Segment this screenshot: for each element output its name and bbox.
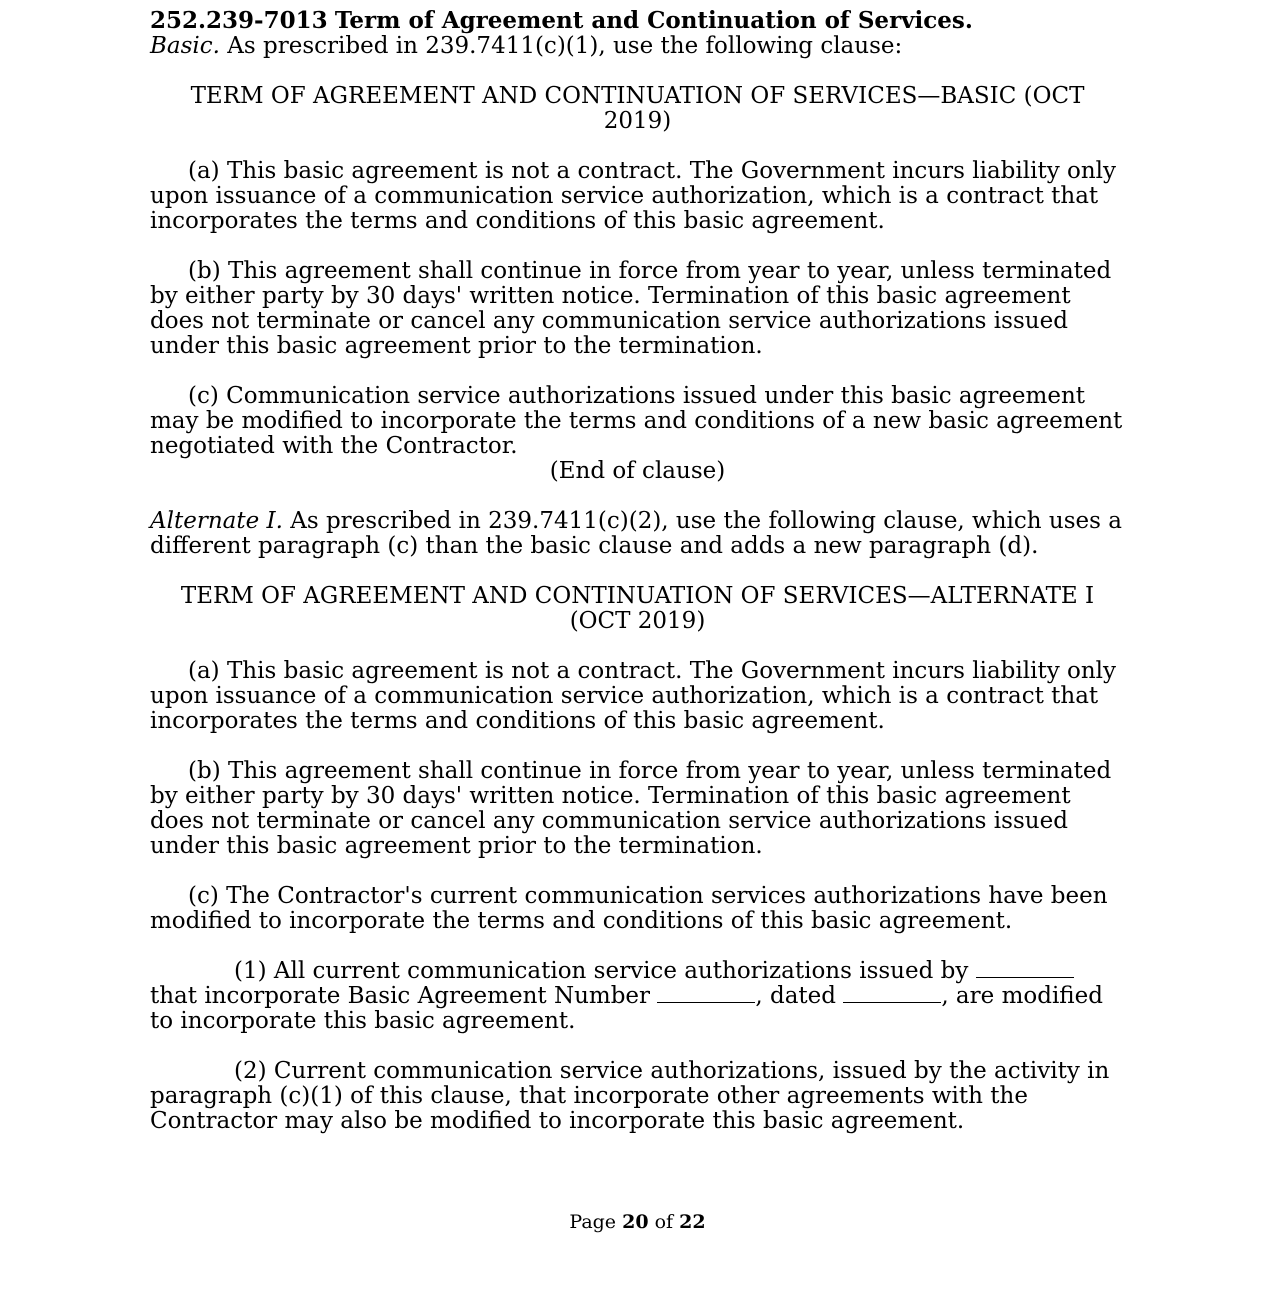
sub1-text-1: (1) All current communication service authorizations issued by [234,958,976,984]
sub1-text-2: that incorporate Basic Agreement Number [150,983,658,1009]
alternate-paragraph-a: (a) This basic agreement is not a contract. The Government incurs liability only upon issuance of a communication service authorization, which is a contract that incorporates the terms and conditions of this basic agreement. [150,658,1117,734]
alternate-intro-text: As prescribed in 239.7411(c)(2), use the following clause, which uses a different paragraph (c) than the basic clause and adds a new paragraph (d). [150,508,1122,559]
alternate-subparagraph-1 [150,959,1125,1034]
alternate-paragraph-c: (c) The Contractor's current communication services authorizations have been modified to incorporate the terms and conditions of this basic agreement. [150,883,1108,934]
basic-label: Basic. [150,33,220,59]
basic-paragraph-b: (b) This agreement shall continue in force from year to year, unless terminated by either party by 30 days' written notice. Termination of this basic agreement does not terminate or cancel any communication service authorizations issued under this basic agreement prior to the termination. [150,258,1112,359]
alternate-paragraph-b: (b) This agreement shall continue in force from year to year, unless terminated by either party by 30 days' written notice. Termination of this basic agreement does not terminate or cancel any communication service authorizations issued under this basic agreement prior to the termination. [150,758,1112,859]
total-pages: 22 [679,1211,706,1233]
page-word: Page [569,1211,617,1233]
end-of-clause: (End of clause) [549,458,726,484]
alternate-subparagraph-2: (2) Current communication service authorizations, issued by the activity in paragraph (c)(1) of this clause, that incorporate other agreements with the Contractor may also be modified to incorporate this basic agreement. [150,1058,1110,1134]
sub1-text-4: , are modified to incorporate this basic agreement. [150,983,1103,1034]
date-blank [843,984,941,1003]
basic-intro [150,34,1125,59]
clause-heading [150,8,1125,34]
basic-paragraph-a: (a) This basic agreement is not a contract. The Government incurs liability only upon issuance of a communication service authorization, which is a contract that incorporates the terms and conditions of this basic agreement. [150,158,1117,234]
document-page [150,8,1125,1134]
sub1-text-3: , dated [755,983,844,1009]
alternate-clause-title: TERM OF AGREEMENT AND CONTINUATION OF SERVICES—ALTERNATE I (OCT 2019) [180,583,1095,634]
agreement-number-blank [657,984,755,1003]
page-footer [0,1211,1275,1233]
clause-title: Term of Agreement and Continuation of Services. [334,7,973,34]
current-page: 20 [622,1211,649,1233]
alternate-label: Alternate I. [150,508,283,534]
basic-paragraph-c: (c) Communication service authorizations issued under this basic agreement may be modified to incorporate the terms and conditions of a new basic agreement negotiated with the Contractor. [150,383,1123,459]
basic-clause-title: TERM OF AGREEMENT AND CONTINUATION OF SERVICES—BASIC (OCT 2019) [190,83,1085,134]
clause-number: 252.239-7013 [150,7,328,34]
basic-intro-text: As prescribed in 239.7411(c)(1), use the following clause: [227,33,903,59]
of-word: of [654,1211,674,1233]
alternate-intro [150,509,1125,559]
issuer-blank [976,959,1074,978]
